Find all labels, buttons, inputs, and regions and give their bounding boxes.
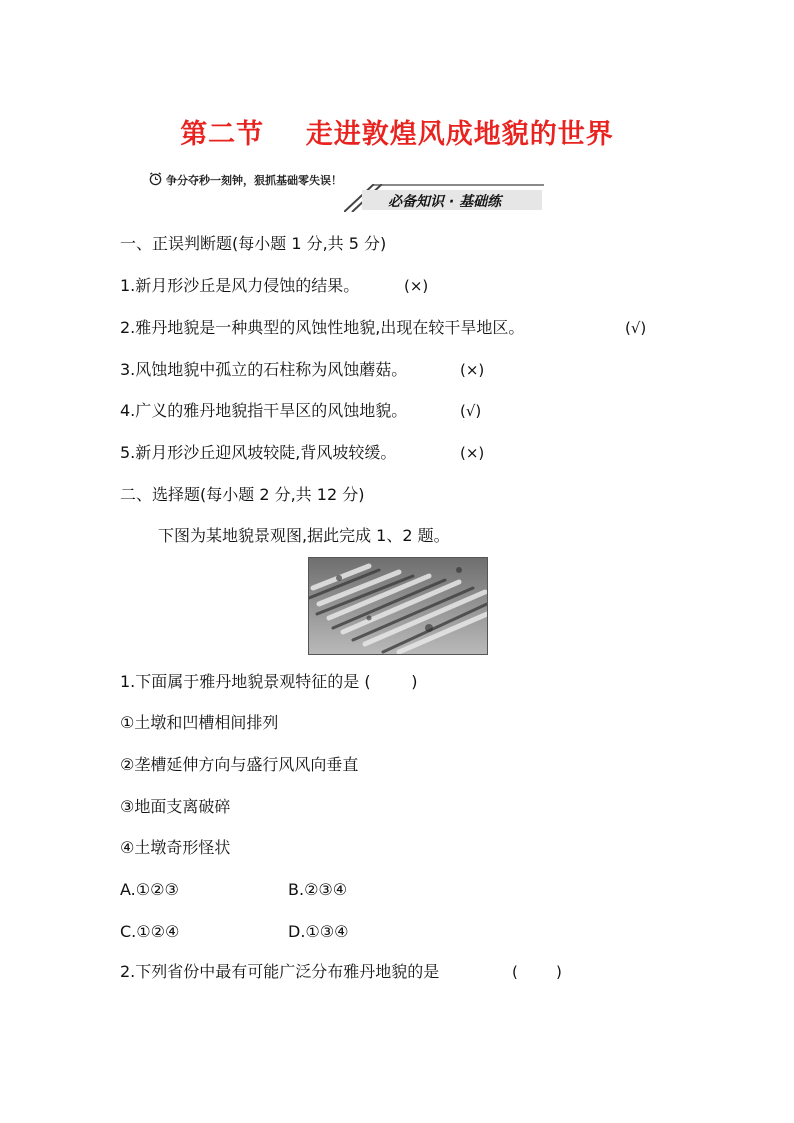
judge-item-5: 5.新月形沙丘迎风坡较陡,背风坡较缓。 xyxy=(120,443,397,462)
judge-answer-5: (×) xyxy=(460,444,485,462)
section1-heading: 一、正误判断题(每小题 1 分,共 5 分) xyxy=(120,234,387,253)
option-d: D.①③④ xyxy=(288,922,349,941)
question-2-bracket: ( ) xyxy=(512,963,562,981)
judge-answer-4: (√) xyxy=(460,402,482,420)
question-1-stem: 1.下面属于雅丹地貌景观特征的是 ( ) xyxy=(120,672,418,691)
banner-tag-text: 必备知识 · 基础练 xyxy=(388,194,502,210)
section2-heading: 二、选择题(每小题 2 分,共 12 分) xyxy=(120,485,365,504)
figure-intro: 下图为某地貌景观图,据此完成 1、2 题。 xyxy=(158,526,450,545)
option-c: C.①②④ xyxy=(120,922,180,941)
judge-answer-2: (√) xyxy=(625,319,647,337)
judge-item-1: 1.新月形沙丘是风力侵蚀的结果。 xyxy=(120,276,360,295)
alarm-clock-icon xyxy=(148,171,163,186)
statement-1: ①土墩和凹槽相间排列 xyxy=(120,713,279,732)
section-banner xyxy=(148,170,544,212)
question-2-stem: 2.下列省份中最有可能广泛分布雅丹地貌的是 xyxy=(120,962,440,981)
option-b: B.②③④ xyxy=(288,880,348,899)
yardang-landform-photo xyxy=(308,557,488,655)
judge-item-2: 2.雅丹地貌是一种典型的风蚀性地貌,出现在较干旱地区。 xyxy=(120,318,525,337)
judge-answer-1: (×) xyxy=(404,277,429,295)
judge-item-3: 3.风蚀地貌中孤立的石柱称为风蚀蘑菇。 xyxy=(120,360,408,379)
statement-2: ②垄槽延伸方向与盛行风风向垂直 xyxy=(120,755,359,774)
banner-tag xyxy=(362,190,542,210)
statement-4: ④土墩奇形怪状 xyxy=(120,838,231,857)
statement-3: ③地面支离破碎 xyxy=(120,797,231,816)
judge-answer-3: (×) xyxy=(460,361,485,379)
banner-slogan: 争分夺秒一刻钟，狠抓基础零失误！ xyxy=(166,174,342,187)
option-a: A.①②③ xyxy=(120,880,179,899)
judge-item-4: 4.广义的雅丹地貌指干旱区的风蚀地貌。 xyxy=(120,401,408,420)
page-title: 第二节 走进敦煌风成地貌的世界 xyxy=(180,119,614,150)
